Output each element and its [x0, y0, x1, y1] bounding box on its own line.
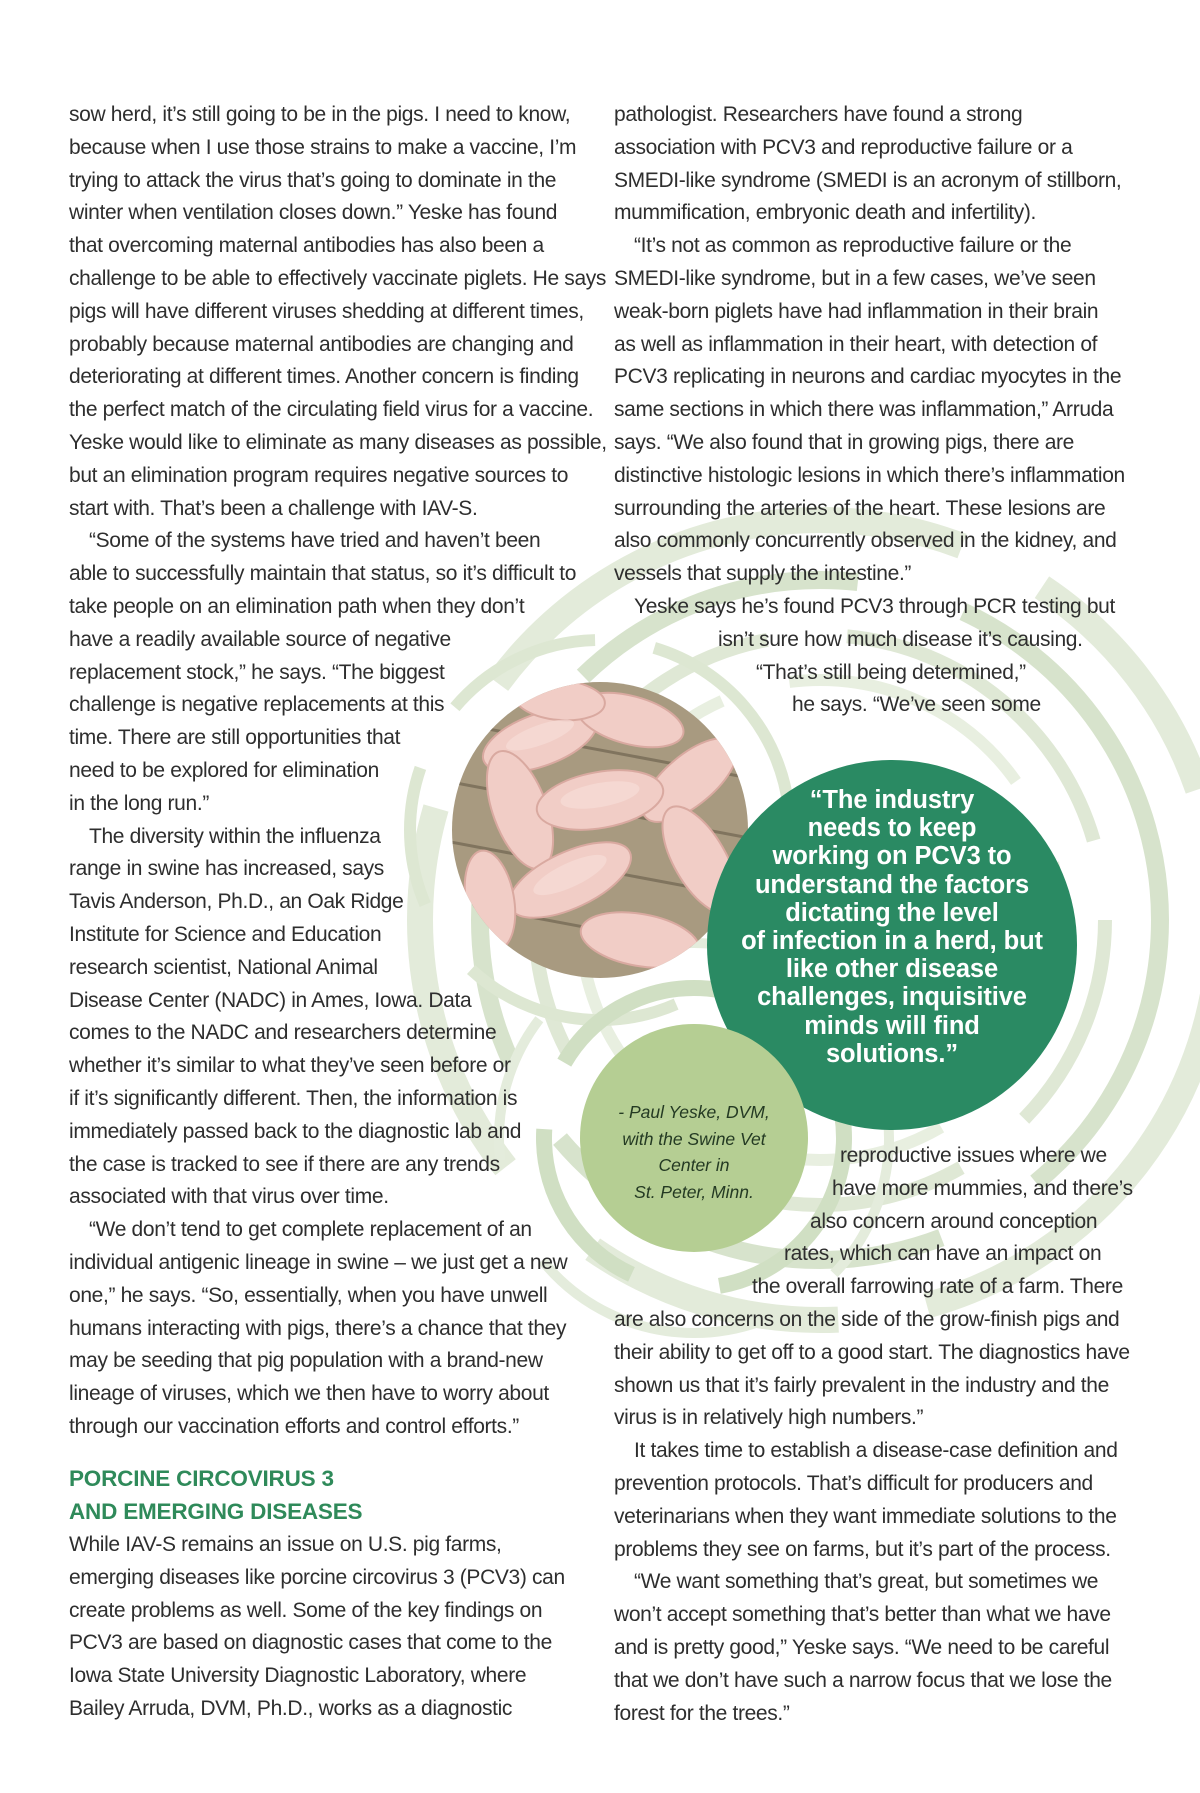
right-text-line: also commonly concurrently observed in the kidney, and	[614, 529, 1117, 553]
pull-quote-line: understand the factors	[754, 870, 1030, 899]
left-text-line: create problems as well. Some of the key findings on	[69, 1598, 543, 1622]
left-text-line: While IAV-S remains an issue on U.S. pig farms,	[69, 1533, 502, 1556]
left-text-line: may be seeding that pig population with a brand-new	[69, 1349, 543, 1373]
attribution-line: - Paul Yeske, DVM,	[618, 1102, 770, 1122]
right-text-line: “It’s not as common as reproductive failure or the	[634, 234, 1072, 258]
left-text-line: whether it’s similar to what they’ve seen before or	[69, 1054, 511, 1078]
left-text-line: Institute for Science and Education	[69, 923, 382, 946]
right-text-line: he says. “We’ve seen some	[792, 693, 1041, 717]
left-text-line: Tavis Anderson, Ph.D., an Oak Ridge	[69, 890, 404, 914]
right-text-line: PCV3 replicating in neurons and cardiac myocytes in the	[614, 365, 1122, 389]
right-text-line: “We want something that’s great, but sometimes we	[634, 1570, 1099, 1594]
right-text-line: the overall farrowing rate of a farm. There	[752, 1275, 1123, 1299]
right-text-line: vessels that supply the intestine.”	[614, 562, 912, 586]
left-text-line: individual antigenic lineage in swine – we just get a new	[69, 1251, 568, 1274]
right-text-line: also concern around conception	[810, 1209, 1098, 1233]
left-text-line: challenge is negative replacements at this	[69, 693, 445, 717]
right-text-line: surrounding the arteries of the heart. These lesions are	[614, 496, 1106, 520]
left-text-line: Bailey Arruda, DVM, Ph.D., works as a diagnostic	[69, 1697, 513, 1720]
pull-quote-line: needs to keep	[807, 814, 977, 843]
left-text-line: through our vaccination efforts and control efforts.”	[69, 1415, 519, 1438]
right-text-line: won’t accept something that’s better than what we have	[614, 1603, 1111, 1627]
right-text-line: association with PCV3 and reproductive failure or a	[614, 135, 1073, 159]
left-text-line: but an elimination program requires negative sources to	[69, 463, 569, 487]
pull-quote-line: minds will find	[804, 1011, 980, 1040]
left-text-line: start with. That’s been a challenge with IAV-S.	[69, 496, 478, 520]
left-text-line: trying to attack the virus that’s going to dominate in the	[69, 168, 557, 192]
attribution-line: St. Peter, Minn.	[634, 1181, 754, 1202]
left-text-line: comes to the NADC and researchers determine	[69, 1021, 497, 1045]
left-text-line: able to successfully maintain that status, so it’s difficult to	[69, 562, 577, 586]
left-text-line: time. There are still opportunities that	[69, 726, 401, 750]
right-text-line: and is pretty good,” Yeske says. “We need to be careful	[614, 1636, 1110, 1659]
right-text-line: as well as inflammation in their heart, with detection of	[614, 332, 1098, 356]
right-text-line: says. “We also found that in growing pigs, there are	[614, 431, 1075, 454]
left-text-line: one,” he says. “So, essentially, when you have unwell	[69, 1283, 548, 1307]
left-text-line: associated with that virus over time.	[69, 1185, 389, 1209]
left-text-line: Yeske would like to eliminate as many diseases as possible,	[69, 431, 607, 454]
attribution-line: Center in	[658, 1155, 730, 1175]
right-text-line: virus is in relatively high numbers.”	[614, 1406, 924, 1430]
right-text-line: their ability to get off to a good start. The diagnostics have	[614, 1340, 1130, 1364]
section-heading-line: PORCINE CIRCOVIRUS 3	[69, 1466, 334, 1491]
left-text-line: emerging diseases like porcine circovirus 3 (PCV3) can	[69, 1565, 565, 1589]
pull-quote-line: solutions.”	[825, 1039, 959, 1068]
pull-quote-line: working on PCV3 to	[772, 842, 1012, 871]
right-text-line: rates, which can have an impact on	[784, 1242, 1102, 1266]
left-text-line: “We don’t tend to get complete replacement of an	[89, 1218, 532, 1242]
section-heading-line: AND EMERGING DISEASES	[69, 1498, 363, 1524]
right-text-line: Yeske says he’s found PCV3 through PCR testing but	[634, 595, 1115, 618]
left-text-line: the perfect match of the circulating field virus for a vaccine.	[69, 398, 594, 422]
right-text-line: prevention protocols. That’s difficult for producers and	[614, 1472, 1093, 1495]
attribution-line: with the Swine Vet	[622, 1128, 766, 1149]
left-text-line: in the long run.”	[69, 791, 209, 815]
pull-quote-line: dictating the level	[785, 898, 999, 927]
right-text-line: It takes time to establish a disease-case definition and	[634, 1439, 1118, 1463]
right-text-line: problems they see on farms, but it’s part of the process.	[614, 1537, 1111, 1561]
left-text-line: research scientist, National Animal	[69, 955, 378, 979]
right-text-line: reproductive issues where we	[840, 1144, 1107, 1167]
left-text-line: immediately passed back to the diagnostic lab and	[69, 1119, 522, 1143]
left-text-line: deteriorating at different times. Another concern is finding	[69, 365, 579, 389]
left-text-line: because when I use those strains to make a vaccine, I’m	[69, 135, 577, 159]
left-text-line: range in swine has increased, says	[69, 857, 384, 881]
left-text-line: “Some of the systems have tried and haven’t been	[89, 529, 541, 553]
left-text-line: replacement stock,” he says. “The biggest	[69, 660, 445, 684]
left-text-line: The diversity within the influenza	[89, 824, 381, 848]
right-text-line: SMEDI-like syndrome (SMEDI is an acronym of stillborn,	[614, 168, 1122, 192]
right-text-line: distinctive histologic lesions in which there’s inflammation	[614, 463, 1125, 487]
right-text-line: veterinarians when they want immediate solutions to the	[614, 1504, 1117, 1528]
left-text-line: winter when ventilation closes down.” Yeske has found	[69, 201, 558, 225]
left-text-line: need to be explored for elimination	[69, 759, 379, 782]
left-text-line: challenge to be able to effectively vaccinate piglets. He says	[69, 267, 607, 290]
left-text-line: Disease Center (NADC) in Ames, Iowa. Data	[69, 988, 472, 1012]
pull-quote-line: like other disease	[785, 955, 999, 984]
right-text-line: same sections in which there was inflammation,” Arruda	[614, 398, 1114, 422]
left-text-line: Iowa State University Diagnostic Laboratory, where	[69, 1664, 527, 1688]
right-text-line: that we don’t have such a narrow focus that we lose the	[614, 1668, 1112, 1692]
left-text-line: that overcoming maternal antibodies has also been a	[69, 234, 544, 258]
left-text-line: pigs will have different viruses shedding at different times,	[69, 299, 584, 323]
right-text-line: forest for the trees.”	[614, 1701, 790, 1725]
right-text-line: have more mummies, and there’s	[832, 1176, 1133, 1200]
left-text-line: take people on an elimination path when they don’t	[69, 595, 525, 618]
left-text-line: the case is tracked to see if there are any trends	[69, 1152, 500, 1176]
right-text-line: weak-born piglets have had inflammation in their brain	[614, 299, 1099, 323]
right-text-line: are also concerns on the side of the grow-finish pigs and	[614, 1308, 1120, 1331]
right-text-line: shown us that it’s fairly prevalent in the industry and the	[614, 1373, 1109, 1397]
right-text-line: pathologist. Researchers have found a strong	[614, 103, 1023, 126]
pull-quote-line: challenges, inquisitive	[757, 983, 1027, 1012]
right-text-line: “That’s still being determined,”	[756, 660, 1026, 684]
left-text-line: sow herd, it’s still going to be in the pigs. I need to know,	[69, 103, 571, 126]
left-text-line: PCV3 are based on diagnostic cases that come to the	[69, 1631, 552, 1655]
left-text-line: have a readily available source of negative	[69, 627, 451, 651]
left-text-line: humans interacting with pigs, there’s a chance that they	[69, 1316, 567, 1340]
left-text-line: lineage of viruses, which we then have to worry about	[69, 1382, 549, 1406]
right-text-line: isn’t sure how much disease it’s causing.	[718, 627, 1083, 651]
left-text-line: if it’s significantly different. Then, the information is	[69, 1087, 518, 1110]
right-text-line: mummification, embryonic death and infertility).	[614, 201, 1037, 225]
left-text-line: probably because maternal antibodies are changing and	[69, 332, 574, 356]
right-text-line: SMEDI-like syndrome, but in a few cases, we’ve seen	[614, 267, 1096, 290]
pull-quote-line: “The industry	[809, 786, 975, 814]
pull-quote-line: of infection in a herd, but	[741, 927, 1043, 955]
